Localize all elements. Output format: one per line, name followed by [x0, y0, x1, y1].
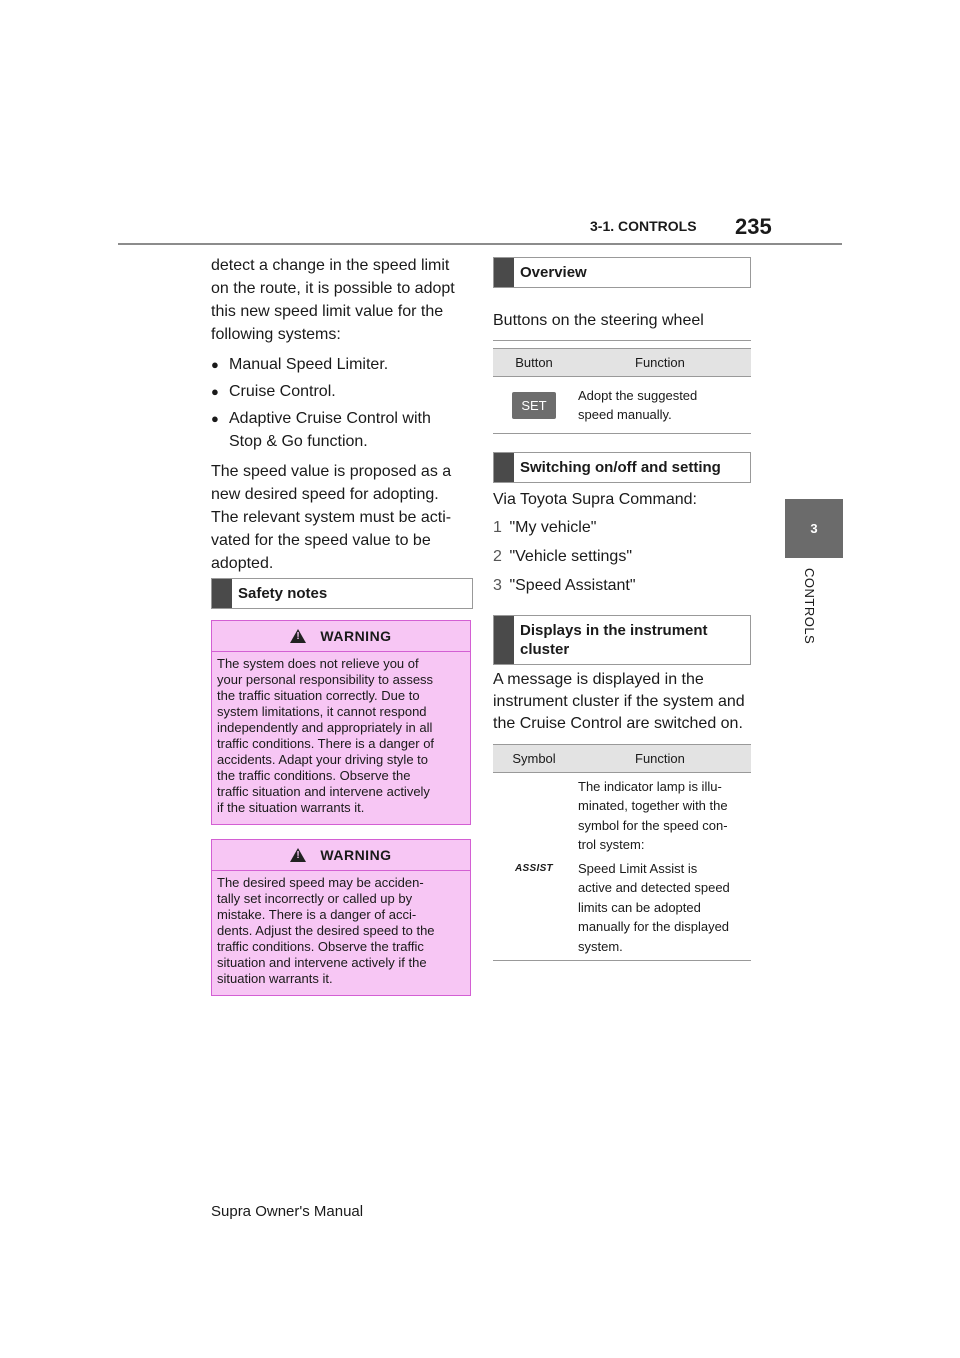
- warning-line: the traffic situation correctly. Due to: [217, 688, 420, 703]
- intro-line: on the route, it is possible to adopt: [211, 280, 455, 297]
- function-line: The indicator lamp is illu-: [578, 778, 722, 794]
- page-number: 235: [735, 214, 772, 239]
- warning-line: accidents. Adapt your driving style to: [217, 752, 429, 767]
- paragraph-line: new desired speed for adopting.: [211, 486, 439, 503]
- paragraph-line: vated for the speed value to be: [211, 532, 431, 549]
- warning-box: [211, 839, 471, 996]
- warning-line: The desired speed may be acciden-: [217, 875, 424, 890]
- function-cell: [575, 777, 751, 957]
- bullet-item-continued: Stop & Go function.: [229, 433, 368, 450]
- heading-line: Displays in the instrument: [520, 622, 708, 639]
- step-number: 3: [493, 577, 502, 594]
- table-row: [493, 377, 751, 434]
- warning-triangle-icon: [290, 629, 306, 643]
- chapter-number: 3: [810, 521, 818, 536]
- paragraph-line: instrument cluster if the system and: [493, 693, 745, 710]
- overview-heading: [493, 257, 751, 288]
- switching-heading: [493, 452, 751, 483]
- heading-bar: [494, 616, 514, 664]
- function-line: system.: [578, 938, 623, 954]
- step-text: "My vehicle": [509, 519, 597, 536]
- warning-line: the traffic conditions. Observe the: [217, 768, 411, 783]
- section-label: 3-1. CONTROLS: [590, 218, 697, 234]
- bullet-item: ● Cruise Control.: [211, 380, 471, 403]
- paragraph-line: The relevant system must be acti-: [211, 509, 452, 526]
- warning-line: situation and intervene actively if the: [217, 955, 427, 970]
- chapter-title-vertical: [797, 568, 817, 658]
- paragraph-line: adopted.: [211, 555, 274, 572]
- intro-line: following systems:: [211, 326, 341, 343]
- warning-line: traffic situation and intervene actively: [217, 784, 430, 799]
- warning-line: situation warrants it.: [217, 971, 333, 986]
- table-row: [493, 773, 751, 961]
- left-intro: [211, 254, 471, 575]
- table-header: [493, 744, 751, 773]
- heading-text: Overview: [520, 264, 587, 281]
- warning-title: WARNING: [320, 847, 392, 863]
- safety-notes-heading: [211, 578, 473, 609]
- paragraph-line: A message is displayed in the: [493, 671, 704, 688]
- function-line: Adopt the suggested: [578, 387, 698, 403]
- symbol-cell: [493, 858, 575, 876]
- warning-line: if the situation warrants it.: [217, 800, 365, 815]
- column-header: Button: [515, 355, 553, 370]
- assist-symbol-icon: ASSIST: [515, 862, 553, 874]
- function-line: active and detected speed: [578, 880, 730, 896]
- step-item: [493, 516, 753, 539]
- step-item: [493, 545, 753, 568]
- chapter-title: CONTROLS: [802, 568, 817, 645]
- warning-line: traffic conditions. There is a danger of: [217, 736, 435, 751]
- function-cell: [575, 386, 751, 425]
- warning-line: system limitations, it cannot respond: [217, 704, 427, 719]
- function-line: trol system:: [578, 837, 645, 853]
- heading-bar: [494, 258, 514, 287]
- intro-line: detect a change in the speed limit: [211, 257, 450, 274]
- function-line: minated, together with the: [578, 798, 728, 814]
- step-number: 1: [493, 519, 502, 536]
- bullet-item: ● Adaptive Cruise Control with: [211, 407, 471, 430]
- button-cell: [493, 392, 575, 419]
- warning-line: independently and appropriately in all: [217, 720, 433, 735]
- buttons-table: [493, 348, 751, 434]
- warning-line: The system does not relieve you of: [217, 656, 419, 671]
- table-header: [493, 348, 751, 377]
- heading-bar: [494, 453, 514, 482]
- intro-line: this new speed limit value for the: [211, 303, 444, 320]
- warning-triangle-icon: [290, 848, 306, 862]
- warning-body: [212, 871, 470, 995]
- heading-text: Safety notes: [238, 585, 328, 602]
- set-button-icon: SET: [512, 392, 556, 419]
- display-paragraph: [493, 669, 755, 735]
- warning-line: your personal responsibility to assess: [217, 672, 434, 687]
- warning-header: [212, 840, 470, 871]
- column-header: Function: [635, 751, 685, 766]
- warning-line: tally set incorrectly or called up by: [217, 891, 413, 906]
- paragraph-line: The speed value is proposed as a: [211, 463, 452, 480]
- function-line: limits can be adopted: [578, 899, 701, 915]
- step-text: "Vehicle settings": [509, 548, 632, 565]
- function-line: manually for the displayed: [578, 919, 730, 935]
- symbol-table: [493, 744, 751, 961]
- step-number: 2: [493, 548, 502, 565]
- command-block: [493, 488, 753, 603]
- warning-title: WARNING: [320, 628, 392, 644]
- function-line: speed manually.: [578, 407, 672, 422]
- heading-bar: [212, 579, 232, 608]
- warning-box: [211, 620, 471, 825]
- displays-heading: [493, 615, 751, 665]
- warning-line: dents. Adjust the desired speed to the: [217, 923, 435, 938]
- heading-text: [514, 621, 708, 659]
- warning-header: [212, 621, 470, 652]
- paragraph-line: the Cruise Control are switched on.: [493, 715, 743, 732]
- column-header: Symbol: [512, 751, 556, 766]
- function-line: symbol for the speed con-: [578, 817, 728, 833]
- step-item: [493, 574, 753, 597]
- footer-text: Supra Owner's Manual: [211, 1203, 364, 1220]
- heading-line: cluster: [520, 641, 570, 658]
- column-header: Function: [635, 355, 685, 370]
- bullet-item: ● Manual Speed Limiter.: [211, 353, 471, 376]
- chapter-tab[interactable]: [785, 499, 843, 558]
- header-rule: [118, 243, 842, 245]
- warning-line: mistake. There is a danger of acci-: [217, 907, 417, 922]
- command-intro: Via Toyota Supra Command:: [493, 491, 697, 508]
- buttons-caption: Buttons on the steering wheel: [493, 309, 751, 341]
- function-line: Speed Limit Assist is: [578, 860, 698, 876]
- step-text: "Speed Assistant": [509, 577, 636, 594]
- heading-text: Switching on/off and setting: [520, 459, 721, 476]
- warning-body: [212, 652, 470, 824]
- warning-line: traffic conditions. Observe the traffic: [217, 939, 424, 954]
